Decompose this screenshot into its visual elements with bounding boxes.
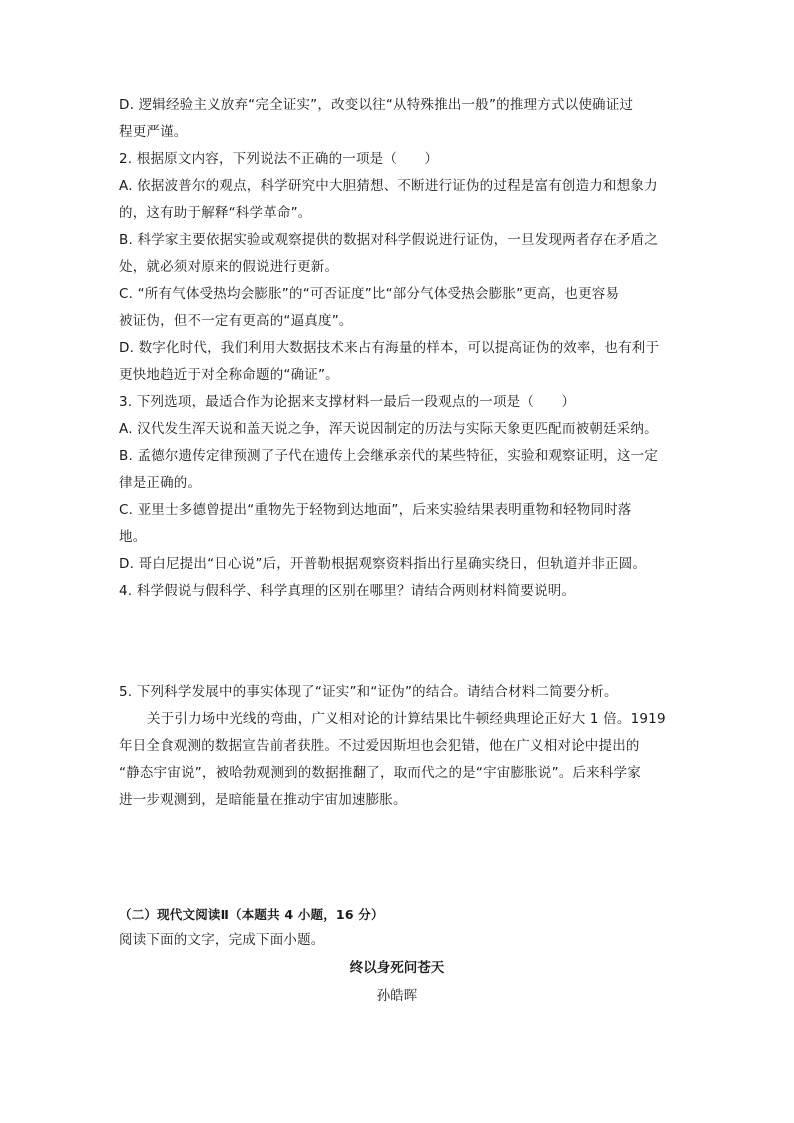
section-heading: （二）现代文阅读Ⅱ（本题共 4 小题，16 分）	[119, 907, 384, 922]
reading-instruction: 阅读下面的文字，完成下面小题。	[119, 932, 325, 948]
question-5-material-line-3: “静态宇宙说”，被哈勃观测到的数据推翻了，取而代之的是“宇宙膨胀说”。后来科学家	[119, 765, 641, 781]
option-3c-line-2: 地。	[119, 529, 147, 545]
option-3b-line-1: B. 孟德尔遗传定律预测了子代在遗传上会继承亲代的某些特征，实验和观察证明，这一定	[119, 448, 659, 464]
option-2c-line-2: 被证伪，但不一定有更高的“逼真度”。	[119, 313, 353, 329]
question-5-material-line-1: 关于引力场中光线的弯曲，广义相对论的计算结果比牛顿经典理论正好大 1 倍。1919	[147, 711, 666, 727]
question-5-material-line-4: 进一步观测到，是暗能量在推动宇宙加速膨胀。	[119, 792, 407, 808]
option-1d-line-2: 程更严谨。	[119, 124, 188, 140]
option-3b-line-2: 律是正确的。	[119, 475, 202, 491]
question-2: 2. 根据原文内容，下列说法不正确的一项是（ ）	[119, 151, 439, 167]
option-1d-line-1: D. 逻辑经验主义放弃“完全证实”，改变以往“从特殊推出一般”的推理方式以使确证过	[119, 97, 634, 113]
option-3c-line-1: C. 亚里士多德曾提出“重物先于轻物到达地面”，后来实验结果表明重物和轻物同时落	[119, 502, 632, 518]
option-2a-line-2: 的，这有助于解释“科学革命”。	[119, 205, 312, 221]
option-2d-line-1: D. 数字化时代，我们利用大数据技术来占有海量的样本，可以提高证伪的效率，也有利于	[119, 340, 660, 356]
option-2d-line-2: 更快地趋近于对全称命题的“确证”。	[119, 367, 339, 383]
option-2b-line-1: B. 科学家主要依据实验或观察提供的数据对科学假说进行证伪，一旦发现两者存在矛盾之	[119, 232, 659, 248]
article-title: 终以身死问苍天	[349, 960, 445, 976]
article-author: 孙皓晖	[376, 988, 418, 1004]
question-4: 4. 科学假说与假科学、科学真理的区别在哪里？请结合两则材料简要说明。	[119, 583, 576, 599]
option-2c-line-1: C. “所有气体受热均会膨胀”的“可否证度”比“部分气体受热会膨胀”更高，也更容易	[119, 286, 620, 302]
option-3d: D. 哥白尼提出“日心说”后，开普勒根据观察资料指出行星确实绕日，但轨道并非正圆。	[119, 556, 647, 572]
option-3a: A. 汉代发生浑天说和盖天说之争，浑天说因制定的历法与实际天象更匹配而被朝廷采纳。	[119, 421, 658, 437]
question-5-material-line-2: 年日全食观测的数据宣告前者获胜。不过爱因斯坦也会犯错，他在广义相对论中提出的	[119, 738, 640, 754]
question-3: 3. 下列选项，最适合作为论据来支撑材料一最后一段观点的一项是（ ）	[119, 394, 576, 410]
option-2b-line-2: 处，就必须对原来的假说进行更新。	[119, 259, 339, 275]
question-5: 5. 下列科学发展中的事实体现了“证实”和“证伪”的结合。请结合材料二简要分析。	[119, 684, 618, 700]
option-2a-line-1: A. 依据波普尔的观点，科学研究中大胆猜想、不断进行证伪的过程是富有创造力和想象力	[119, 178, 658, 194]
